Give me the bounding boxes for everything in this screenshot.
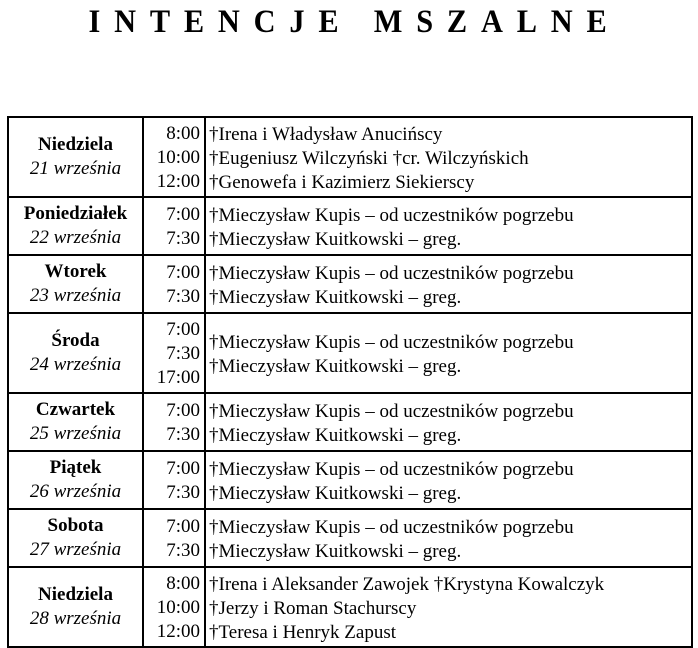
mass-time: 12:00	[156, 621, 200, 642]
schedule-row	[8, 197, 692, 255]
mass-time: 7:00	[166, 204, 200, 225]
intention-text: †Mieczysław Kuitkowski – greg.	[209, 228, 462, 250]
mass-time: 17:00	[156, 367, 200, 388]
day-cell	[8, 117, 143, 197]
mass-time: 7:00	[166, 319, 200, 340]
day-date: 22 września	[29, 227, 122, 248]
intentions-cell	[205, 255, 692, 313]
intention-text: †Mieczysław Kupis – od uczestników pogrzebu	[209, 262, 574, 284]
times-cell	[143, 509, 205, 567]
day-name: Poniedziałek	[23, 203, 128, 224]
mass-time: 7:30	[166, 424, 200, 445]
day-cell	[8, 393, 143, 451]
day-cell	[8, 255, 143, 313]
day-date: 23 września	[29, 285, 122, 306]
intention-text: †Mieczysław Kupis – od uczestników pogrzebu	[209, 458, 574, 480]
intentions-cell	[205, 451, 692, 509]
day-name: Czwartek	[35, 399, 116, 420]
mass-time: 7:00	[166, 458, 200, 479]
mass-time: 7:00	[166, 516, 200, 537]
intentions-cell	[205, 313, 692, 393]
mass-time: 10:00	[156, 597, 200, 618]
mass-time: 7:30	[166, 228, 200, 249]
mass-time: 7:30	[166, 343, 200, 364]
intention-text: †Teresa i Henryk Zapust	[209, 621, 397, 643]
day-date: 25 września	[29, 423, 122, 444]
intention-text: †Mieczysław Kupis – od uczestników pogrzebu	[209, 331, 574, 353]
times-cell	[143, 313, 205, 393]
schedule-row	[8, 509, 692, 567]
day-date: 21 września	[29, 158, 122, 179]
intention-text: †Mieczysław Kuitkowski – greg.	[209, 482, 462, 504]
mass-time: 7:30	[166, 482, 200, 503]
mass-time: 7:00	[166, 262, 200, 283]
schedule-row	[8, 451, 692, 509]
schedule-row	[8, 117, 692, 197]
day-date: 26 września	[29, 481, 122, 502]
page-title: INTENCJE MSZALNE	[88, 4, 621, 40]
mass-time: 7:00	[166, 400, 200, 421]
times-cell	[143, 255, 205, 313]
mass-time: 7:30	[166, 540, 200, 561]
day-name: Środa	[51, 330, 100, 351]
times-cell	[143, 393, 205, 451]
mass-time: 10:00	[156, 147, 200, 168]
intention-text: †Irena i Władysław Anucińscy	[209, 123, 443, 145]
mass-time: 8:00	[166, 573, 200, 594]
schedule-row	[8, 255, 692, 313]
intention-text: †Mieczysław Kuitkowski – greg.	[209, 355, 462, 377]
mass-time: 12:00	[156, 171, 200, 192]
intention-text: †Mieczysław Kuitkowski – greg.	[209, 540, 462, 562]
intention-text: †Mieczysław Kupis – od uczestników pogrzebu	[209, 204, 574, 226]
intentions-cell	[205, 393, 692, 451]
day-cell	[8, 451, 143, 509]
intention-text: †Irena i Aleksander Zawojek †Krystyna Kowalczyk	[209, 573, 605, 595]
mass-time: 7:30	[166, 286, 200, 307]
intention-text: †Mieczysław Kuitkowski – greg.	[209, 286, 462, 308]
times-cell	[143, 567, 205, 647]
day-name: Sobota	[47, 515, 104, 536]
day-cell	[8, 197, 143, 255]
times-cell	[143, 197, 205, 255]
schedule-row	[8, 393, 692, 451]
day-cell	[8, 567, 143, 647]
day-date: 27 września	[29, 539, 122, 560]
day-date: 24 września	[29, 354, 122, 375]
intentions-cell	[205, 117, 692, 197]
mass-intentions-table	[7, 116, 693, 648]
intention-text: †Mieczysław Kuitkowski – greg.	[209, 424, 462, 446]
schedule-row	[8, 567, 692, 647]
intention-text: †Mieczysław Kupis – od uczestników pogrzebu	[209, 516, 574, 538]
day-name: Piątek	[49, 457, 102, 478]
intention-text: †Jerzy i Roman Stachurscy	[209, 597, 417, 619]
schedule-row	[8, 313, 692, 393]
day-name: Wtorek	[44, 261, 107, 282]
day-name: Niedziela	[38, 584, 113, 605]
mass-time: 8:00	[166, 123, 200, 144]
day-cell	[8, 313, 143, 393]
intentions-cell	[205, 567, 692, 647]
day-date: 28 września	[29, 608, 122, 629]
day-name: Niedziela	[38, 134, 113, 155]
times-cell	[143, 451, 205, 509]
intention-text: †Genowefa i Kazimierz Siekierscy	[209, 171, 475, 193]
times-cell	[143, 117, 205, 197]
intentions-cell	[205, 509, 692, 567]
intention-text: †Eugeniusz Wilczyński †cr. Wilczyńskich	[209, 147, 529, 169]
intention-text: †Mieczysław Kupis – od uczestników pogrzebu	[209, 400, 574, 422]
intentions-cell	[205, 197, 692, 255]
day-cell	[8, 509, 143, 567]
